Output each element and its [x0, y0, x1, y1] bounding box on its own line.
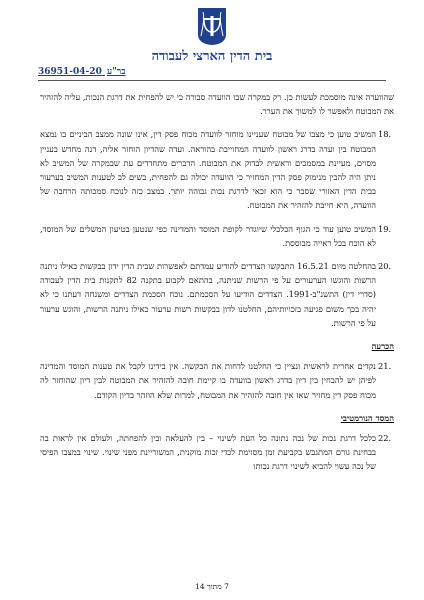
paragraph-number: 19. [378, 223, 392, 234]
paragraph-number: 21. [378, 361, 392, 372]
paragraph-text: בהחלטה מיום 16.5.21 התבקשו הצדדים להודיע עמדתם לאפשרות שבית הדין ידון בבקשות כאילו ניתנה הרשות והוגשו הערעורים על פי הרשות שניתנה, בהתאם לקבוע בתקנה 82 לתקנות בית הדין לעבודה (סדרי דין) התשנ"ב-1991. הצדדים הודיעו על הסכמתם. נוכח הסכמת הצדדים ומשנחה דעתנו כי לא יהיה בכך משום פגיעה בזכויותיהם, החלטנו לדון בבקשות רשות ערעור כאילו ניתנה הרשות, והוגש ערעור על פי הרשות. [40, 261, 377, 328]
paragraph-number: 22. [378, 433, 392, 444]
paragraph-20 [40, 259, 394, 330]
paragraph-number: 20. [378, 261, 392, 272]
document-body [40, 90, 394, 483]
case-number: 36951-04-20 [38, 67, 102, 77]
state-emblem-icon [196, 6, 228, 46]
court-name: בית הדין הארצי לעבודה [151, 49, 273, 64]
case-reference [38, 66, 126, 77]
section-heading-decision: הכרעה [371, 341, 394, 352]
paragraph-19 [40, 222, 394, 250]
paragraph-text: המשיב טוען כי מצבו של מבוטח שעניינו מוחזר לוועדה מכוח פסק דין, אינו שונה ממצב הביניים בו נמצא המבוטח בין ועדה בדרג ראשון לוועדה המחוייבת בהוראה. ועדה שהדיון הוחזר אליה, דנה מחדש בעניין מסוים, מעיינת במסמכים וראשית לבדוק את המבוטח. הדברים מתחדדים עת שבמקרה של המשיב לא ניתן היה להבין מנימוק פסק הדין המחזיר כי הוועדה יכולה גם להפחית, בשים לב לטענות המשיב בערעור בבית הדין האזורי שסבר כי הוא זכאי לדרגת נכות גבוהה יותר. במצב כזה לנוכח סמכותה הרחבה של הוועדה, היא חייבת להזהיר את המבוטח. [40, 129, 376, 211]
paragraph-21 [40, 359, 394, 402]
paragraph-continuation [40, 90, 394, 118]
paragraph-text: שהוועדה אינה מוסמכת לעשות כן. רק במקרה שבו הוועדה סבורה כי יש להפחית את דרגת הנכות, עליה להזהיר את המבוטח ולאפשר לו למשוך את הערר. [40, 92, 394, 117]
paragraph-22 [40, 431, 394, 474]
paragraph-number: 18. [378, 129, 392, 140]
paragraph-text: נקדים אחרית לראשית ונציין כי החלטנו לדחות את הבקשה. אין בידינו לקבל את טענות המוסד והמדינה לפיהן יש להבחין בין דיון בדרג ראשון בוועדה בו קיימת חובה להזהיר את המבוטח לבין דיון שהוחזר לה מכוח פסק דין מחזיר שאז אין חובה להזהיר את המבוטח, למרות שלא הוזהר בדיון הקודם. [40, 361, 376, 400]
paragraph-text: כלכל דרגת נכות של נכה נתונה כל העת לשינוי – בין להעלאה ובין להפחתה, ולעולם אין לראות בה בבחינת גורם המתגבש בקביעת זמן מסוימת לכדי זכות מוקנית, המשוריינת מפני שינוי. שינוי במצבו הפיסי של נכה עשוי להביא לשינוי דרגת נכותו [40, 433, 376, 472]
header-divider [38, 80, 386, 81]
case-prefix: בר"ע [106, 67, 126, 77]
section-heading-normative: המסד הנורמטיבי [340, 412, 394, 423]
paragraph-18 [40, 127, 394, 212]
page-number: 7 מתוך 14 [195, 582, 229, 591]
paragraph-text: המשיב טוען עוד כי הגוף הכלכלי שיוגדר לקופת המוסד והמדינה כפי שנטען בטיעון המשלים של המוסד, לא הוכח בכל ראייה מבוססת. [40, 223, 376, 248]
